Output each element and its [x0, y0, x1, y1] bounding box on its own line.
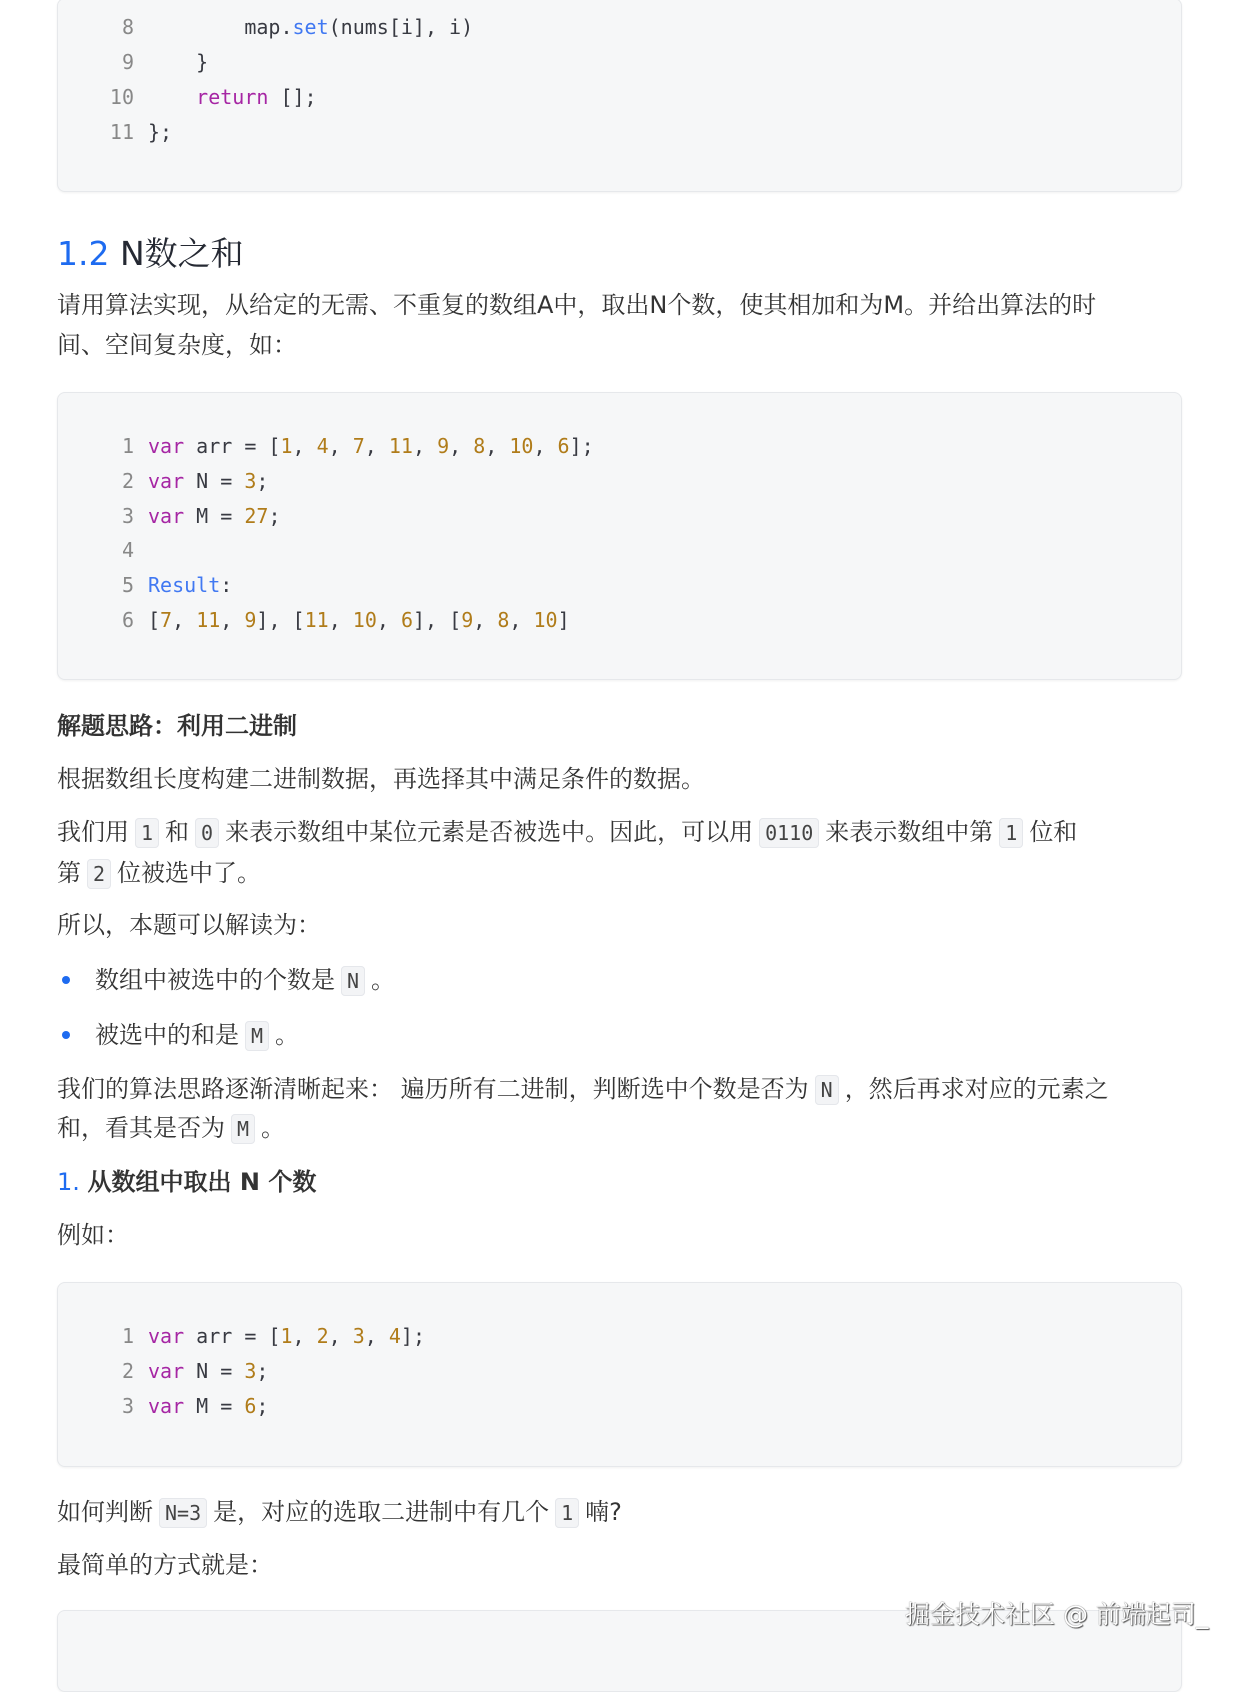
- code-line: [58, 1394, 268, 1418]
- code-token: 6: [400, 608, 414, 632]
- code-token: Result: [148, 573, 221, 598]
- code-token: N =: [184, 468, 245, 493]
- code-token: ,: [412, 434, 438, 458]
- code-token: ], [: [413, 608, 462, 632]
- text: 数组中被选中的个数是: [95, 966, 335, 994]
- text: 和，看其是否为: [57, 1114, 225, 1142]
- code-line: [58, 434, 594, 458]
- code-token: 3: [244, 1358, 257, 1383]
- code-token: M =: [184, 503, 245, 528]
- text: 是，对应的选取二进制中有几个: [213, 1498, 550, 1526]
- line-number: 1: [121, 1324, 134, 1348]
- code-token: ]: [557, 608, 570, 632]
- code-token: [148, 85, 196, 109]
- text: 我们用: [57, 818, 129, 846]
- code-token: };: [148, 120, 173, 144]
- code-token: 3: [352, 1324, 365, 1348]
- code-token: arr = [: [184, 1324, 281, 1348]
- paragraph-3: 所以，本题可以解读为：: [57, 911, 321, 939]
- heading-title: N数之和: [119, 234, 244, 273]
- code-token: ], [: [256, 608, 305, 632]
- code-token: ,: [328, 608, 353, 632]
- step-number: 1.: [57, 1168, 80, 1196]
- paragraph-2-line-1: [57, 812, 1077, 853]
- code-line: [58, 85, 317, 109]
- code-token: 1: [280, 434, 293, 458]
- text: 喃?: [585, 1498, 622, 1526]
- text: 我们的算法思路逐渐清晰起来： 遍历所有二进制，判断选中个数是否为: [57, 1075, 809, 1103]
- line-number: 9: [121, 50, 134, 74]
- code-token: 11: [196, 608, 221, 632]
- code-block-2: [57, 392, 1182, 680]
- text: 如何判断: [57, 1498, 153, 1526]
- inline-code: 2: [87, 859, 111, 889]
- inline-code: N: [815, 1075, 839, 1105]
- code-line: [58, 608, 570, 632]
- code-line: [58, 120, 172, 144]
- line-number: 3: [121, 503, 134, 528]
- text: 。: [261, 1114, 286, 1142]
- code-token: (nums[i], i): [328, 15, 474, 39]
- inline-code: 1: [999, 818, 1023, 848]
- watermark: 掘金技术社区 @ 前端起司_: [905, 1600, 1209, 1629]
- section-heading: [57, 228, 244, 275]
- text: 。: [371, 966, 396, 994]
- code-token: 3: [244, 468, 257, 493]
- line-number: 3: [121, 1393, 134, 1418]
- code-token: 27: [244, 503, 269, 528]
- code-line: [58, 15, 473, 39]
- line-number: 11: [109, 120, 134, 144]
- inline-code: M: [245, 1021, 269, 1051]
- code-token: ,: [449, 434, 474, 458]
- text: ，然后再求对应的元素之: [844, 1075, 1109, 1103]
- code-line: [58, 1359, 268, 1383]
- code-token: ,: [328, 434, 353, 458]
- code-token: ,: [364, 1324, 389, 1348]
- inline-code: 0110: [759, 818, 819, 848]
- intro-line-1: 请用算法实现，从给定的无需、不重复的数组A中，取出N个数，使其相加和为M。并给出算法的时: [57, 291, 1097, 319]
- code-token: set: [292, 15, 329, 39]
- paragraph-2-line-2: [57, 853, 261, 894]
- code-token: 10: [533, 608, 558, 632]
- code-token: ,: [292, 1324, 317, 1348]
- paragraph-4-line-1: [57, 1069, 1109, 1110]
- code-token: ,: [485, 434, 510, 458]
- text: 位和: [1029, 818, 1078, 846]
- code-line: [58, 573, 232, 597]
- code-token: 4: [316, 434, 329, 458]
- code-token: 4: [388, 1324, 401, 1348]
- code-token: var: [148, 1358, 185, 1383]
- code-token: 8: [497, 608, 510, 632]
- line-number: 5: [121, 573, 134, 598]
- code-token: var: [148, 503, 185, 528]
- step-heading: [57, 1162, 316, 1202]
- line-number: 2: [121, 468, 134, 493]
- code-token: ];: [400, 1324, 426, 1348]
- intro-line-2: 间、空间复杂度，如：: [57, 331, 297, 359]
- inline-code: N: [341, 966, 365, 996]
- code-token: arr = [: [184, 434, 281, 458]
- code-token: M =: [184, 1393, 245, 1418]
- code-block-1: [57, 0, 1182, 192]
- code-line: [58, 1324, 425, 1348]
- code-token: 10: [509, 434, 534, 458]
- code-token: ,: [364, 434, 389, 458]
- inline-code: 1: [135, 818, 159, 848]
- approach-title: 解题思路：利用二进制: [57, 712, 297, 740]
- code-token: ;: [268, 503, 281, 528]
- line-number: 10: [109, 85, 134, 109]
- inline-code: 0: [195, 818, 219, 848]
- code-block-3: [57, 1282, 1182, 1467]
- code-token: ,: [172, 608, 197, 632]
- inline-code: N=3: [159, 1498, 207, 1528]
- line-number: 2: [121, 1358, 134, 1383]
- paragraph-7: 最简单的方式就是：: [57, 1551, 273, 1579]
- code-token: ];: [569, 434, 594, 458]
- code-token: 10: [352, 608, 377, 632]
- code-token: 11: [388, 434, 413, 458]
- code-token: var: [148, 1393, 185, 1418]
- code-token: }: [148, 50, 209, 74]
- text: 位被选中了。: [117, 859, 262, 887]
- code-token: ,: [533, 434, 558, 458]
- code-token: ,: [473, 608, 498, 632]
- code-token: ;: [256, 468, 269, 493]
- code-token: ,: [509, 608, 534, 632]
- code-token: 8: [473, 434, 486, 458]
- bullet-dot: [62, 976, 70, 984]
- code-token: 11: [304, 608, 329, 632]
- text: 来表示数组中第: [825, 818, 994, 846]
- code-token: ;: [256, 1393, 269, 1418]
- code-token: 2: [316, 1324, 329, 1348]
- text: 第: [57, 859, 81, 887]
- line-number: 6: [121, 608, 134, 632]
- code-token: [];: [268, 85, 317, 109]
- inline-code: M: [231, 1114, 255, 1144]
- text: 被选中的和是: [95, 1021, 239, 1049]
- code-token: [: [148, 608, 161, 632]
- bullet-dot: [62, 1031, 70, 1039]
- code-token: var: [148, 1324, 185, 1348]
- code-token: ,: [220, 608, 245, 632]
- code-token: ,: [292, 434, 317, 458]
- code-token: var: [148, 468, 185, 493]
- code-token: 6: [557, 434, 570, 458]
- code-token: 9: [244, 608, 257, 632]
- code-token: 7: [160, 608, 173, 632]
- code-token: 9: [461, 608, 474, 632]
- code-token: N =: [184, 1358, 245, 1383]
- bullet-item: [95, 960, 395, 1001]
- paragraph-1: 根据数组长度构建二进制数据，再选择其中满足条件的数据。: [57, 765, 705, 793]
- text: 。: [275, 1021, 300, 1049]
- code-token: ;: [256, 1358, 269, 1383]
- text: 来表示数组中某位元素是否被选中。因此，可以用: [225, 818, 754, 846]
- line-number: 4: [121, 538, 134, 563]
- code-token: return: [196, 85, 269, 109]
- text: 和: [165, 818, 190, 846]
- paragraph-6: [57, 1492, 622, 1533]
- code-token: 6: [244, 1393, 257, 1418]
- line-number: 1: [121, 434, 134, 458]
- code-token: ,: [376, 608, 401, 632]
- code-line: [58, 504, 280, 528]
- code-token: ,: [328, 1324, 353, 1348]
- code-token: map.: [148, 15, 293, 39]
- step-title: 从数组中取出 N 个数: [87, 1168, 317, 1196]
- code-line: [58, 538, 148, 562]
- heading-number: 1.2: [57, 234, 110, 273]
- line-number: 8: [121, 15, 134, 39]
- code-token: 1: [280, 1324, 293, 1348]
- paragraph-4-line-2: [57, 1108, 285, 1149]
- code-line: [58, 469, 268, 493]
- paragraph-5: 例如：: [57, 1221, 129, 1249]
- code-line: [58, 50, 208, 74]
- code-token: 7: [352, 434, 365, 458]
- code-token: var: [148, 434, 185, 458]
- inline-code: 1: [555, 1498, 579, 1528]
- bullet-item: [95, 1015, 299, 1056]
- code-token: 9: [437, 434, 450, 458]
- code-token: :: [220, 573, 233, 598]
